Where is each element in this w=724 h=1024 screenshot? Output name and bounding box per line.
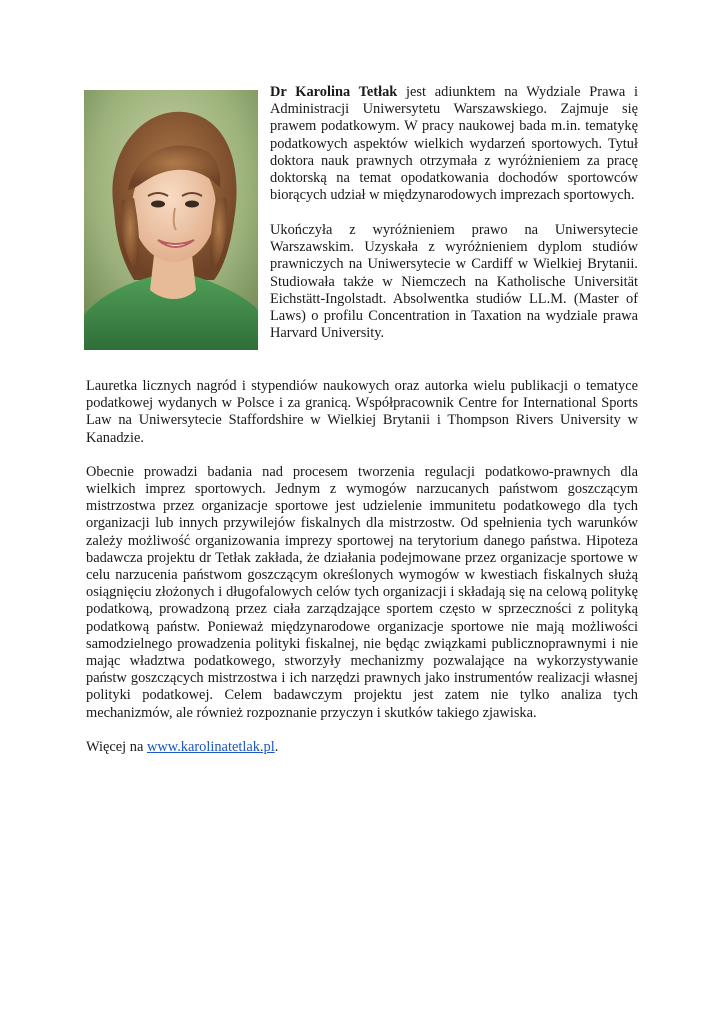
website-link[interactable]: www.karolinatetlak.pl	[146, 738, 275, 755]
more-info-suffix: .	[274, 738, 279, 755]
bio-paragraph-1-text: jest adiunktem na Wydziale Prawa i Administracji Uniwersytetu Warszawskiego. Zajmuje się prawem podatkowym. W pracy naukowej bada m.in. tematykę podatkowych aspektów wielkich wydarzeń sportowych. Tytuł doktora nauk prawnych otrzymała z wyróżnieniem za pracę doktorską na temat opodatkowania dochodów sportowców biorących udział w międzynarodowych imprezach sportowych.	[270, 84, 638, 204]
author-name: Dr Karolina Tetłak	[270, 84, 398, 100]
more-info-line	[86, 739, 638, 756]
body-paragraph-research: Obecnie prowadzi badania nad procesem tworzenia regulacji podatkowo-prawnych dla wielkich imprez sportowych. Jednym z wymogów narzucanych państwom goszczącym mistrzostwa przez organizacje sportowe jest udzielenie immunitetu podatkowego dla tych organizacji lub innych przywilejów fiskalnych dla mistrzostw. Od spełnienia tych warunków zależy możliwość organizowania imprezy sportowej na terytorium danego państwa. Hipoteza badawcza projektu dr Tetłak zakłada, że działania podejmowane przez organizacje sportowe w celu narzucenia państwom goszczącym określonych wymogów w kwestiach fiskalnych służą osiągnięciu złożonych i długofalowych celów tych organizacji i składają się na celową politykę podatkową, prowadzoną przez ciała zarządzające sportem często w sprzeczności z polityką podatkową państw. Ponieważ międzynarodowe organizacje sportowe nie mają możliwości samodzielnego prowadzenia polityki fiskalnej, nie będąc związkami publicznoprawnymi i nie mając władztwa podatkowego, stworzyły mechanizmy pozwalające na wykorzystywanie państw goszczących mistrzostwa i ich narzędzi prawnych jako instrumentów realizacji własnej polityki podatkowej. Celem badawczym projektu jest zatem nie tylko analiza tych mechanizmów, ale również rozpoznanie przyczyn i skutków takiego zjawiska.	[86, 463, 638, 721]
bio-intro	[270, 84, 638, 360]
body-text	[86, 378, 638, 773]
portrait-photo-icon	[84, 90, 258, 350]
more-info-prefix: Więcej na	[86, 738, 147, 755]
bio-paragraph-1	[270, 84, 638, 204]
body-paragraph-awards: Lauretka licznych nagród i stypendiów naukowych oraz autorka wielu publikacji o tematyce podatkowej wydanych w Polsce i za granicą. Współpracownik Centre for International Sports Law na Uniwersytecie Staffordshire w Wielkiej Brytanii i Thompson Rivers University w Kanadzie.	[86, 378, 638, 446]
bio-paragraph-2: Ukończyła z wyróżnieniem prawo na Uniwersytecie Warszawskim. Uzyskała z wyróżnieniem dyplom studiów prawniczych na Uniwersytecie w Cardiff w Wielkiej Brytanii. Studiowała także w Niemczech na Katholische Universität Eichstätt-Ingolstadt. Absolwentka studiów LL.M. (Master of Laws) o profilu Concentration in Taxation na wydziale prawa Harvard University.	[270, 221, 638, 342]
portrait-photo	[84, 90, 258, 350]
